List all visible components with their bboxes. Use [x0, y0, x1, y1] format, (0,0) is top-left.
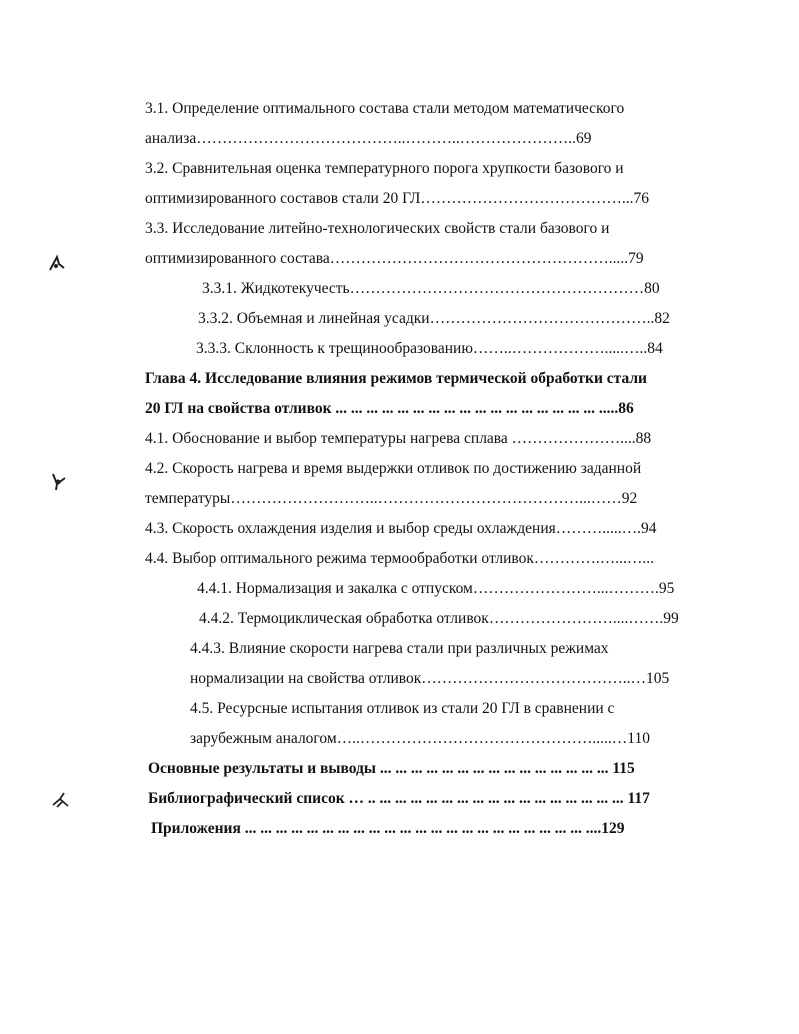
toc-line: 4.1. Обоснование и выбор температуры нагрева сплава …………………....88 [145, 430, 652, 447]
toc-line: 3.3.2. Объемная и линейная усадки……………………………………..82 [198, 310, 670, 327]
toc-line: 3.3.1. Жидкотекучесть…………………………………………………80 [202, 280, 660, 297]
toc-line: 3.1. Определение оптимального состава стали методом математического [145, 100, 625, 117]
toc-line: нормализации на свойства отливок…………………………………..…105 [190, 670, 670, 687]
toc-line: 4.4.1. Нормализация и закалка с отпуском……………………...……….95 [197, 580, 675, 597]
ink-mark-icon [48, 470, 70, 492]
toc-line: 3.3. Исследование литейно-технологических свойств стали базового и [145, 220, 610, 237]
toc-line: 3.3.3. Склонность к трещинообразованию……..……………….....…..84 [196, 340, 663, 357]
toc-line: 4.2. Скорость нагрева и время выдержки отливок по достижению заданной [145, 460, 642, 477]
toc-line: 4.3. Скорость охлаждения изделия и выбор среды охлаждения……….....….94 [145, 520, 657, 537]
toc-line: оптимизированного состава……………………………………………….....79 [145, 250, 644, 267]
toc-line: 4.4. Выбор оптимального режима термообработки отливок………….…...…... [145, 550, 654, 567]
toc-section-heading: Приложения ... ... ... ... ... ... ... ... ... ... ... ... ... ... ... ... ... ... ... ... ... ... ....129 [151, 820, 625, 837]
toc-line: оптимизированного составов стали 20 ГЛ…………………………………...76 [145, 190, 650, 207]
toc-section-heading: Библиографический список … .. ... ... ... ... ... ... ... ... ... ... ... ... ... ... ... ... 117 [148, 790, 650, 807]
ink-mark-icon [46, 252, 68, 274]
toc-chapter-heading: Глава 4. Исследование влияния режимов термической обработки стали [145, 370, 647, 387]
toc-line: анализа…………………………………..………..…………………..69 [145, 130, 592, 147]
toc-line: 4.4.3. Влияние скорости нагрева стали при различных режимах [190, 640, 609, 657]
toc-line: 4.4.2. Термоциклическая обработка отливок……………………....…….99 [199, 610, 679, 627]
toc-line: температуры………………………..…………………………………...……92 [145, 490, 638, 507]
toc-section-heading: Основные результаты и выводы ... ... ... ... ... ... ... ... ... ... ... ... ... ... ... 115 [148, 760, 635, 777]
toc-line: зарубежным аналогом…..……………………………………….....…110 [190, 730, 650, 747]
toc-line: 3.2. Сравнительная оценка температурного порога хрупкости базового и [145, 160, 624, 177]
ink-mark-icon [50, 789, 72, 811]
toc-chapter-heading: 20 ГЛ на свойства отливок ... ... ... ... ... ... ... ... ... ... ... ... ... ... ... ... ... .....86 [145, 400, 634, 417]
toc-line: 4.5. Ресурсные испытания отливок из стали 20 ГЛ в сравнении с [190, 700, 615, 717]
